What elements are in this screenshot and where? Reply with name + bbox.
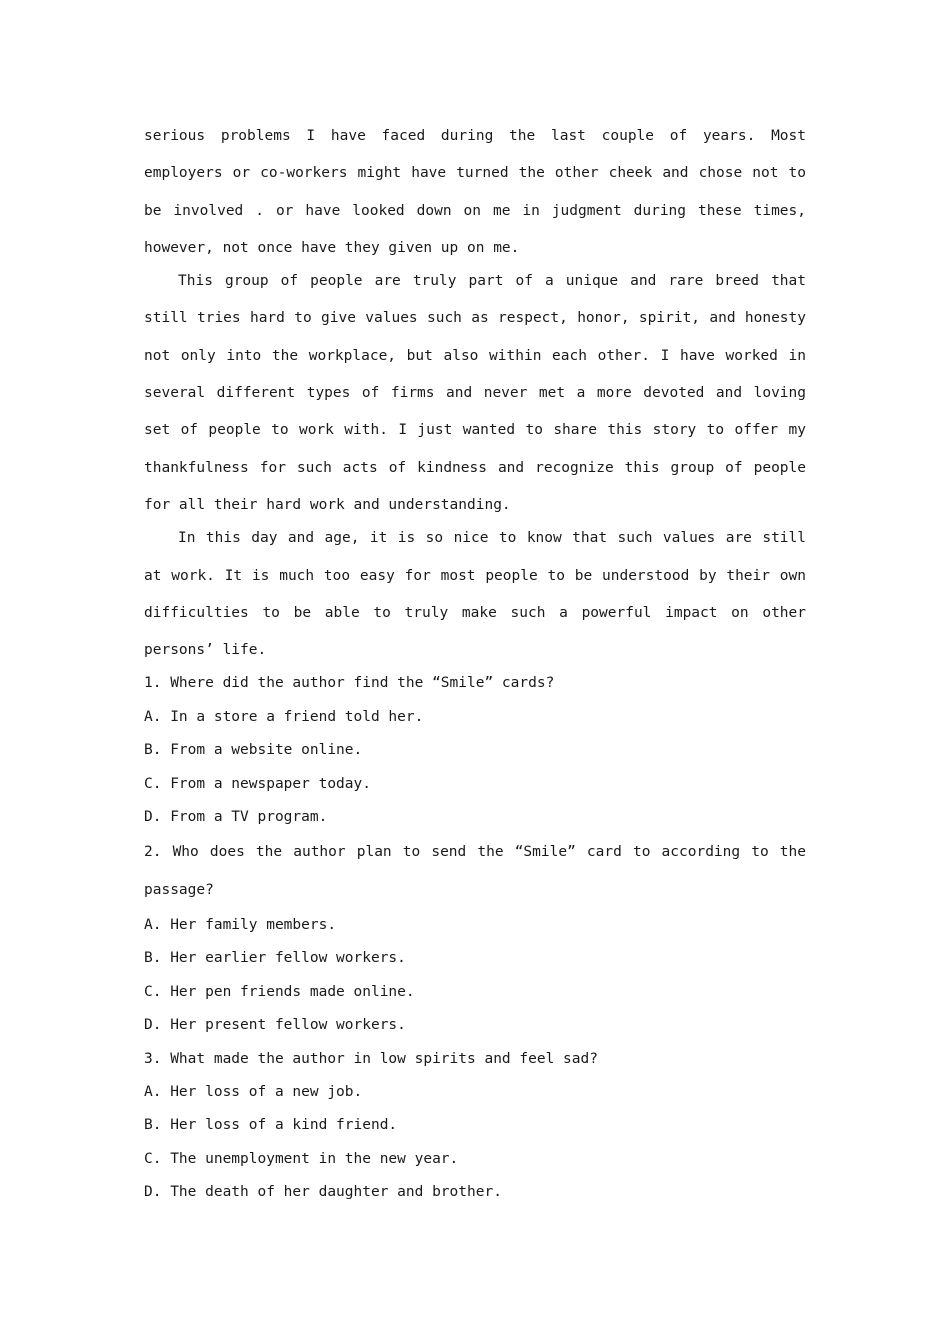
question-3-option-c: C. The unemployment in the new year. xyxy=(144,1150,459,1167)
question-3-option-d: D. The death of her daughter and brother. xyxy=(144,1184,502,1201)
question-3-stem: 3. What made the author in low spirits and feel sad? xyxy=(144,1050,598,1067)
question-1-option-d: D. From a TV program. xyxy=(144,809,328,826)
question-1-option-a: A. In a store a friend told her. xyxy=(144,708,424,725)
question-2-option-d: D. Her present fellow workers. xyxy=(144,1017,406,1034)
passage-paragraph-1: serious problems I have faced during the last couple of years. Most employers or co-workers might have turned the other cheek and chose not to be involved . or have looked down on me in judgment during these times, however, not once have they given up on me. xyxy=(144,128,806,256)
question-1-option-b: B. From a website online. xyxy=(144,742,363,759)
question-2-option-c: C. Her pen friends made online. xyxy=(144,983,415,1000)
question-3-option-b: B. Her loss of a kind friend. xyxy=(144,1117,398,1134)
question-1 xyxy=(144,667,806,834)
question-2-option-a: A. Her family members. xyxy=(144,917,337,933)
question-3-option-a: A. Her loss of a new job. xyxy=(144,1083,363,1100)
question-3 xyxy=(144,1043,806,1210)
question-2-stem: 2. Who does the author plan to send the “Smile” card to according to the passage? xyxy=(144,844,806,898)
passage-paragraph-2: This group of people are truly part of a unique and rare breed that still tries hard to give values such as respect, honor, spirit, and honesty not only into the workplace, but also within each other. I have worked in several different types of firms and never met a more devoted and loving set of people to work with. I just wanted to share this story to offer my thankfulness for such acts of kindness and recognize this group of people for all their hard work and understanding. xyxy=(144,273,806,513)
question-2-option-b: B. Her earlier fellow workers. xyxy=(144,950,406,967)
question-1-option-c: C. From a newspaper today. xyxy=(144,775,371,792)
question-2 xyxy=(144,834,806,1042)
document-page xyxy=(144,118,806,1210)
question-1-stem: 1. Where did the author find the “Smile” cards? xyxy=(144,675,555,692)
passage-paragraph-3: In this day and age, it is so nice to know that such values are still at work. It is much too easy for most people to be understood by their own difficulties to be able to truly make such a powerful impact on other persons’ life. xyxy=(144,530,806,659)
